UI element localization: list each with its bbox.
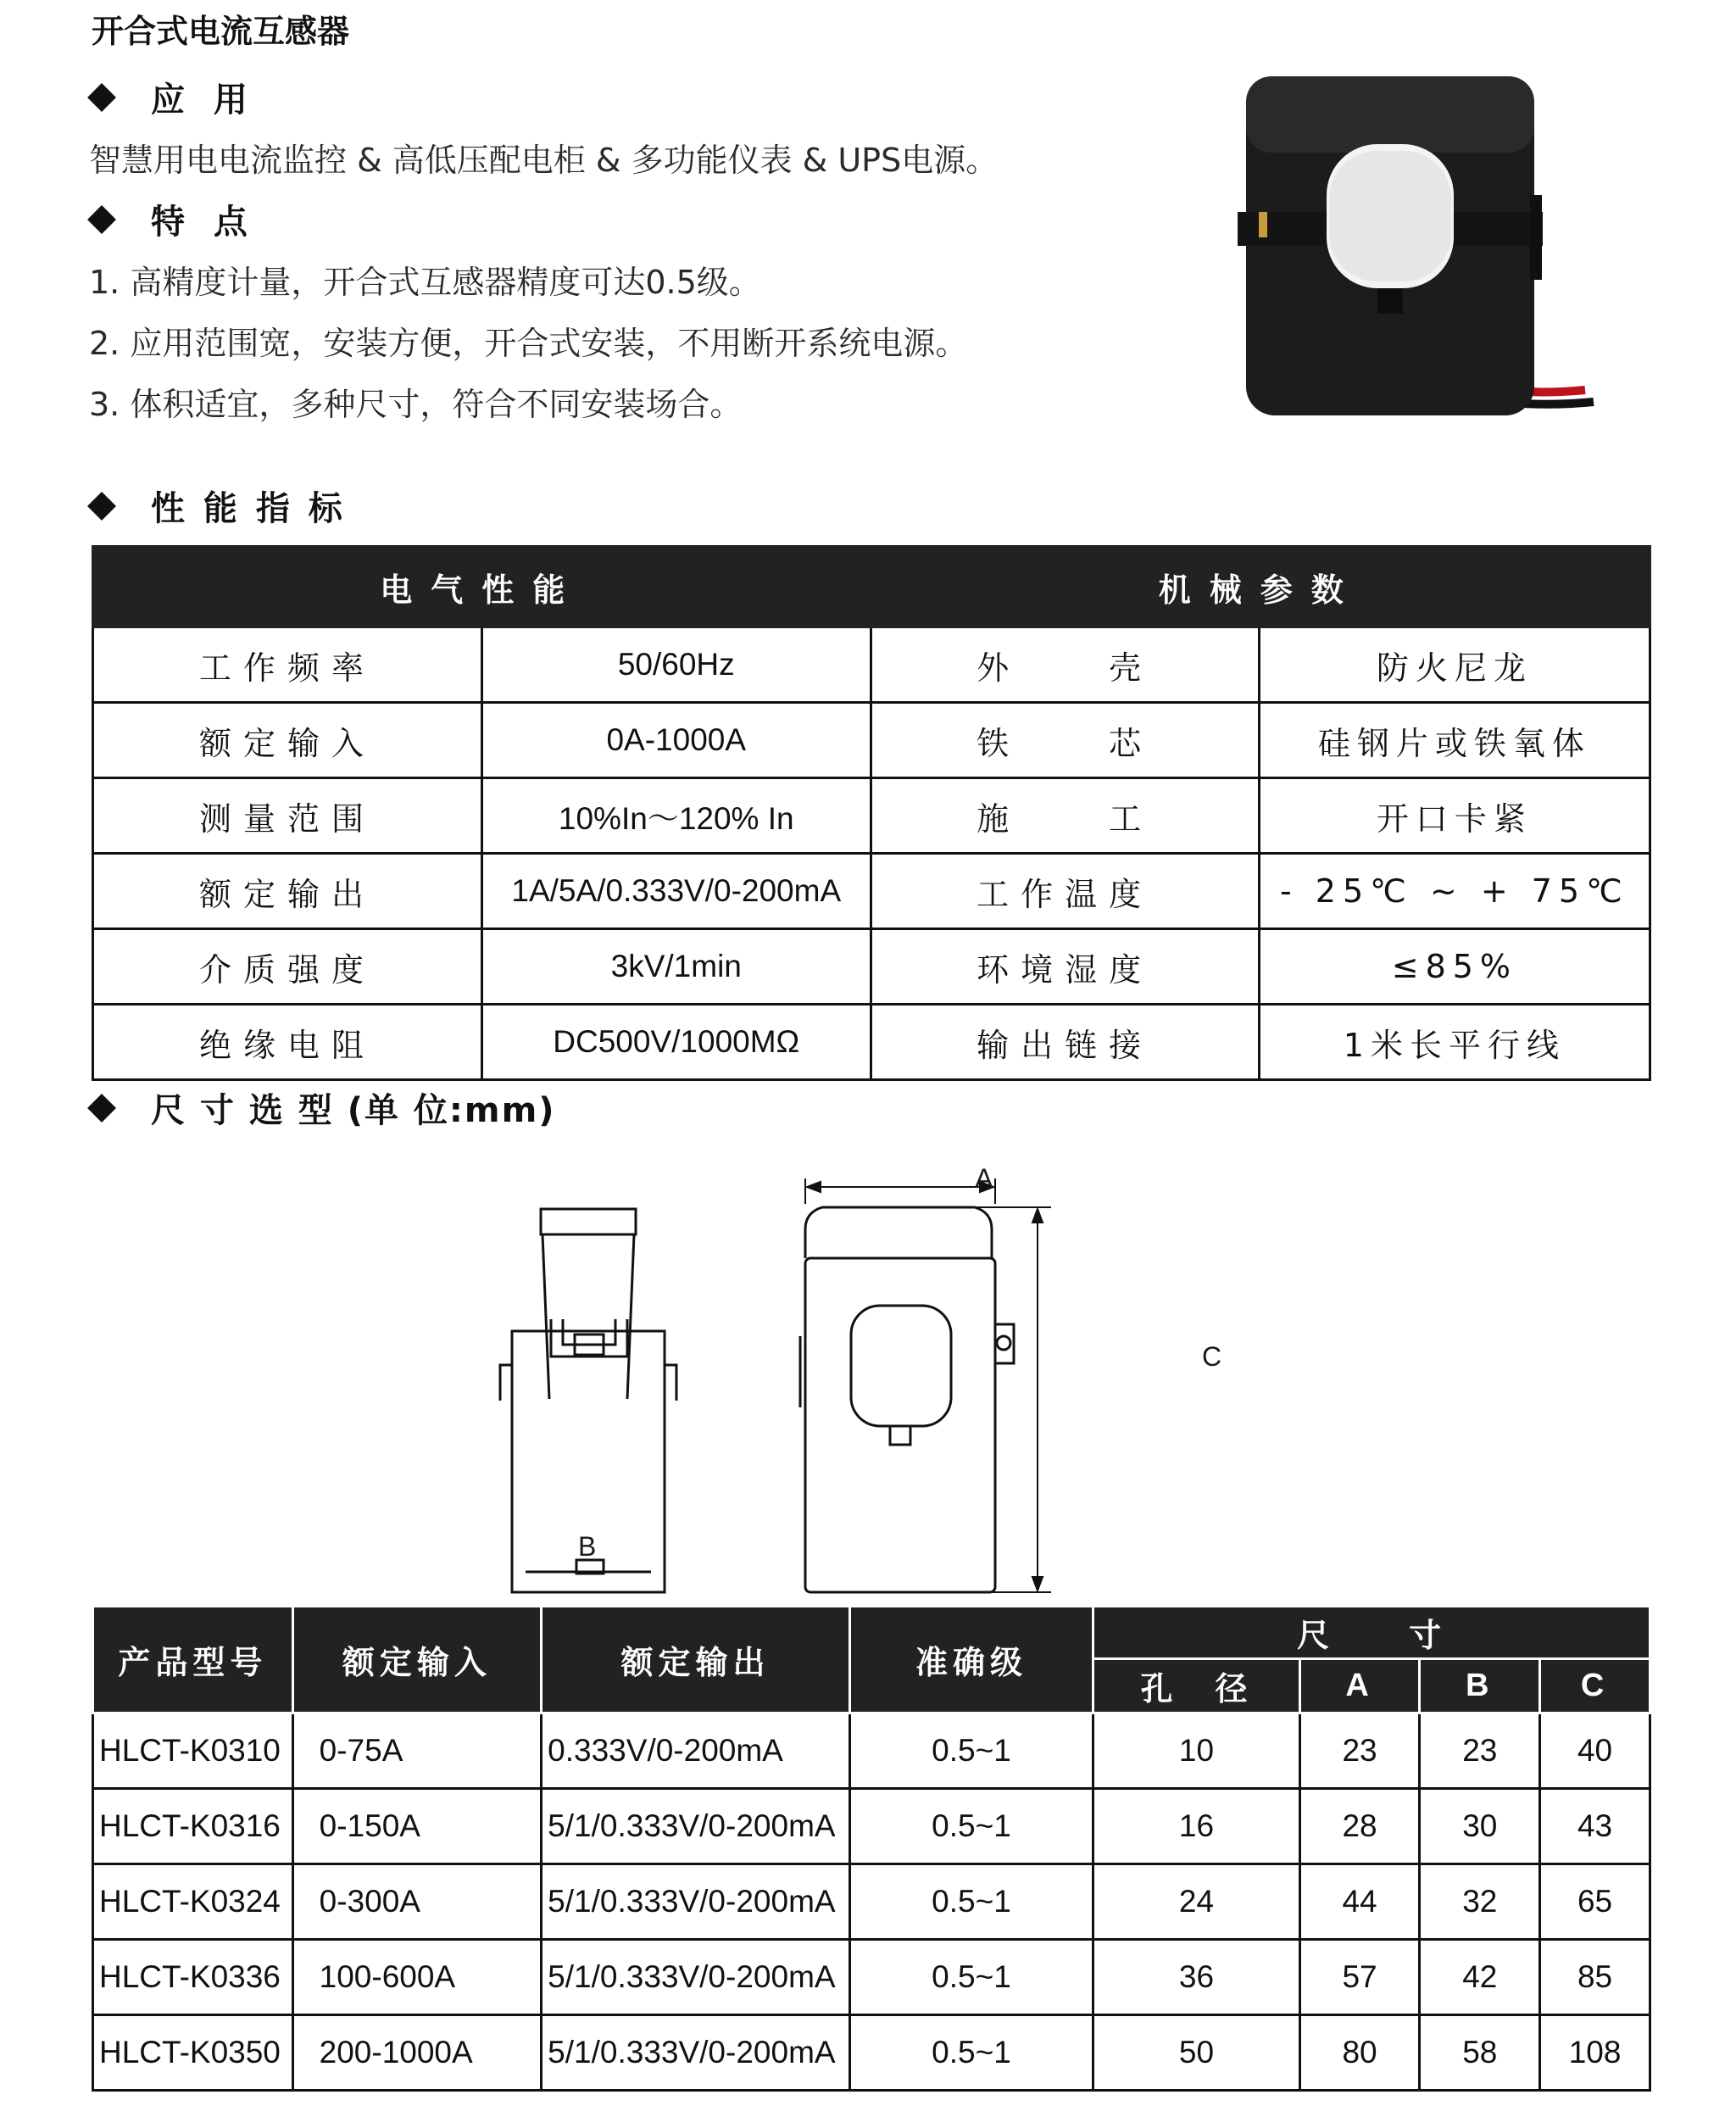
output-cell: 5/1/0.333V/0-200mA	[542, 1940, 850, 2015]
header-c: C	[1540, 1659, 1650, 1713]
table-row	[93, 1005, 1650, 1080]
hole-cell: 10	[1093, 1713, 1300, 1789]
output-cell: 0.333V/0-200mA	[542, 1713, 850, 1789]
electrical-label: 测量范围	[93, 778, 482, 854]
header-output: 额定输出	[542, 1607, 850, 1713]
diamond-bullet-icon	[87, 205, 116, 234]
electrical-label: 额定输出	[93, 854, 482, 929]
hole-cell: 24	[1093, 1864, 1300, 1940]
input-cell: 100-600A	[292, 1940, 542, 2015]
diamond-bullet-icon	[87, 492, 116, 521]
c-cell: 85	[1540, 1940, 1650, 2015]
mechanical-label: 施 工	[871, 778, 1259, 854]
accuracy-cell: 0.5~1	[849, 1940, 1093, 2015]
header-hole: 孔 径	[1093, 1659, 1300, 1713]
table-row	[93, 703, 1650, 778]
mechanical-label: 环境湿度	[871, 929, 1259, 1005]
electrical-label: 绝缘电阻	[93, 1005, 482, 1080]
header-b: B	[1420, 1659, 1540, 1713]
accuracy-cell: 0.5~1	[849, 1713, 1093, 1789]
electrical-value: DC500V/1000MΩ	[481, 1005, 871, 1080]
header-input: 额定输入	[292, 1607, 542, 1713]
output-cell: 5/1/0.333V/0-200mA	[542, 1789, 850, 1864]
table-row	[93, 1940, 1650, 2015]
a-cell: 57	[1299, 1940, 1420, 2015]
input-cell: 200-1000A	[292, 2015, 542, 2091]
accuracy-cell: 0.5~1	[849, 1789, 1093, 1864]
output-cell: 5/1/0.333V/0-200mA	[542, 1864, 850, 1940]
mechanical-label: 外 壳	[871, 627, 1259, 703]
mechanical-value: 防火尼龙	[1259, 627, 1650, 703]
mechanical-value: ≤85%	[1259, 929, 1650, 1005]
application-heading: 应 用	[85, 73, 256, 121]
mechanical-value: - 25℃ ~ + 75℃	[1259, 854, 1650, 929]
header-model: 产品型号	[93, 1607, 293, 1713]
hole-cell: 16	[1093, 1789, 1300, 1864]
mechanical-label: 输出链接	[871, 1005, 1259, 1080]
electrical-value: 1A/5A/0.333V/0-200mA	[481, 854, 871, 929]
diamond-bullet-icon	[87, 83, 116, 112]
electrical-header: 电气性能	[93, 547, 871, 627]
table-row	[93, 2015, 1650, 2091]
front-view-drawing	[800, 1207, 1014, 1592]
hole-cell: 36	[1093, 1940, 1300, 2015]
page-title: 开合式电流互感器	[92, 13, 350, 50]
feature-item: 2. 应用范围宽，安装方便，开合式安装，不用断开系统电源。	[89, 325, 968, 362]
feature-item: 3. 体积适宜，多种尺寸，符合不同安装场合。	[89, 386, 743, 423]
table-row	[93, 1789, 1650, 1864]
electrical-label: 工作频率	[93, 627, 482, 703]
features-heading: 特 点	[85, 195, 256, 243]
performance-heading: 性 能 指 标	[85, 482, 346, 530]
model-cell: HLCT-K0350	[93, 2015, 293, 2091]
mechanical-value: 1米长平行线	[1259, 1005, 1650, 1080]
b-cell: 58	[1420, 2015, 1540, 2091]
hole-cell: 50	[1093, 2015, 1300, 2091]
table-row	[93, 929, 1650, 1005]
electrical-value: 0A-1000A	[481, 703, 871, 778]
feature-item: 1. 高精度计量，开合式互感器精度可达0.5级。	[89, 264, 761, 301]
b-cell: 23	[1420, 1713, 1540, 1789]
a-cell: 80	[1299, 2015, 1420, 2091]
application-text: 智慧用电电流监控 & 高低压配电柜 & 多功能仪表 & UPS电源。	[89, 142, 999, 179]
input-cell: 0-300A	[292, 1864, 542, 1940]
table-row	[93, 854, 1650, 929]
size-table	[92, 1605, 1651, 2092]
c-cell: 40	[1540, 1713, 1650, 1789]
table-row	[93, 627, 1650, 703]
electrical-value: 3kV/1min	[481, 929, 871, 1005]
a-cell: 44	[1299, 1864, 1420, 1940]
header-a: A	[1299, 1659, 1420, 1713]
mechanical-value: 开口卡紧	[1259, 778, 1650, 854]
table-row	[93, 1713, 1650, 1789]
table-row	[93, 1864, 1650, 1940]
diamond-bullet-icon	[87, 1094, 116, 1123]
dimension-label-b: B	[578, 1531, 597, 1562]
c-cell: 65	[1540, 1864, 1650, 1940]
electrical-value: 50/60Hz	[481, 627, 871, 703]
c-cell: 43	[1540, 1789, 1650, 1864]
input-cell: 0-75A	[292, 1713, 542, 1789]
a-cell: 23	[1299, 1713, 1420, 1789]
dimension-drawing	[475, 1153, 1322, 1594]
electrical-label: 额定输入	[93, 703, 482, 778]
header-accuracy: 准确级	[849, 1607, 1093, 1713]
mechanical-label: 工作温度	[871, 854, 1259, 929]
input-cell: 0-150A	[292, 1789, 542, 1864]
dimensions-heading: 尺 寸 选 型 (单 位:mm)	[85, 1084, 556, 1132]
mechanical-label: 铁 芯	[871, 703, 1259, 778]
mechanical-value: 硅钢片或铁氧体	[1259, 703, 1650, 778]
product-photo	[1229, 51, 1619, 449]
electrical-value: 10%In～120% In	[481, 778, 871, 854]
b-cell: 30	[1420, 1789, 1540, 1864]
model-cell: HLCT-K0324	[93, 1864, 293, 1940]
c-cell: 108	[1540, 2015, 1650, 2091]
performance-table	[92, 545, 1651, 1081]
table-row	[93, 778, 1650, 854]
dimension-label-c: C	[1202, 1341, 1222, 1372]
model-cell: HLCT-K0310	[93, 1713, 293, 1789]
output-cell: 5/1/0.333V/0-200mA	[542, 2015, 850, 2091]
a-cell: 28	[1299, 1789, 1420, 1864]
mechanical-header: 机械参数	[871, 547, 1650, 627]
dimension-label-a: A	[975, 1163, 993, 1194]
b-cell: 42	[1420, 1940, 1540, 2015]
electrical-label: 介质强度	[93, 929, 482, 1005]
accuracy-cell: 0.5~1	[849, 1864, 1093, 1940]
b-cell: 32	[1420, 1864, 1540, 1940]
header-size: 尺 寸	[1093, 1607, 1650, 1659]
model-cell: HLCT-K0316	[93, 1789, 293, 1864]
accuracy-cell: 0.5~1	[849, 2015, 1093, 2091]
model-cell: HLCT-K0336	[93, 1940, 293, 2015]
